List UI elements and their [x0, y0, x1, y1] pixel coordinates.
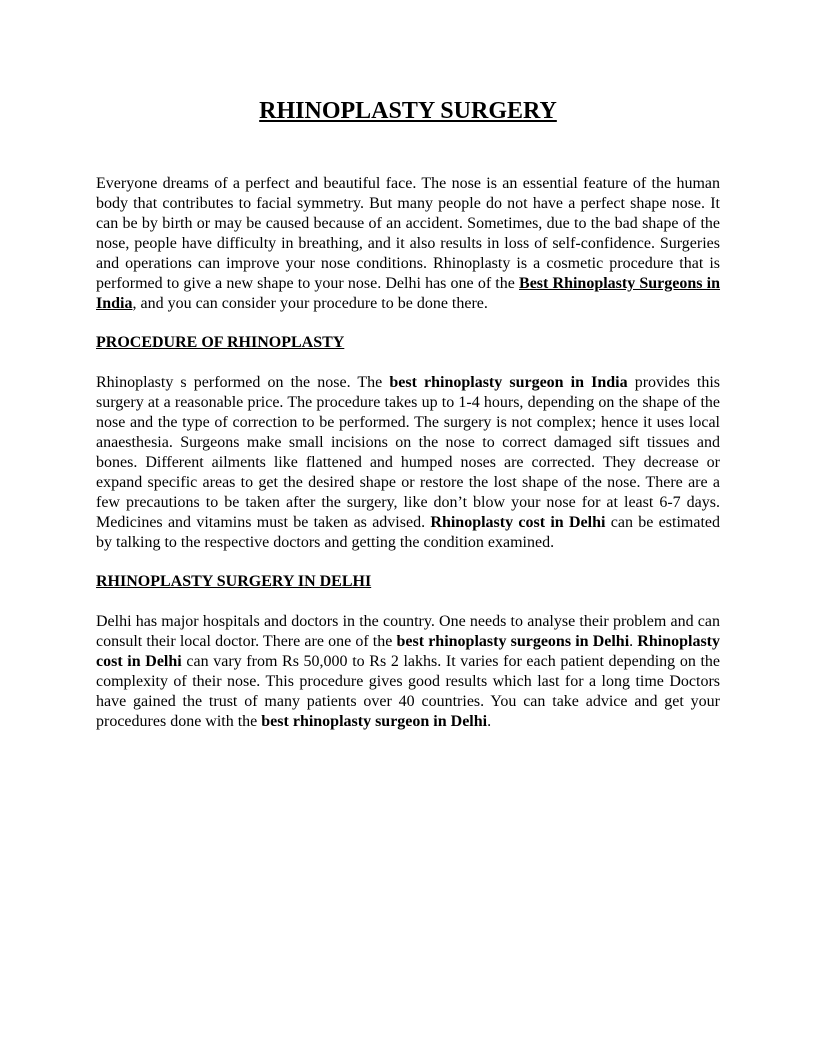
delhi-text-4: . — [487, 713, 492, 730]
delhi-text-3: can vary from Rs 50,000 to Rs 2 lakhs. It varies for each patient depending on the complexity of their nose. This procedure gives good results which last for a long time Doctors have gained the trust of many patients over 40 countries. You can take advice and get your procedures done with the — [96, 653, 721, 730]
intro-text-2: , and you can consider your procedure to be done there. — [132, 295, 488, 312]
procedure-heading: PROCEDURE OF RHINOPLASTY — [96, 334, 345, 351]
procedure-text-3: can be estimated by talking to the respective doctors and getting the condition examined. — [96, 514, 720, 551]
procedure-paragraph — [96, 373, 720, 553]
delhi-text-2: . — [629, 633, 638, 650]
procedure-text-1: Rhinoplasty s performed on the nose. The — [96, 374, 390, 391]
delhi-bold-1: best rhinoplasty surgeons in Delhi — [396, 633, 630, 650]
procedure-text-2: provides this surgery at a reasonable price. The procedure takes up to 1-4 hours, depending on the shape of the nose and the type of correction to be performed. The surgery is not complex; hence it uses local anaesthesia. Surgeons make small incisions on the nose to correct damaged sift tissues and bones. Different ailments like flattened and humped noses are corrected. They decrease or expand specific areas to get the desired shape or restore the lost shape of the nose. There are a few precautions to be taken after the surgery, like don’t blow your nose for at least 6-7 days. Medicines and vitamins must be taken as advised. — [96, 374, 721, 531]
delhi-bold-2: Rhinoplasty cost in Delhi — [96, 633, 720, 670]
delhi-heading: RHINOPLASTY SURGERY IN DELHI — [96, 573, 372, 590]
delhi-paragraph — [96, 612, 720, 732]
best-rhinoplasty-surgeons-link[interactable]: Best Rhinoplasty Surgeons in India — [96, 275, 721, 312]
procedure-bold-2: Rhinoplasty cost in Delhi — [430, 514, 606, 531]
delhi-text-1: Delhi has major hospitals and doctors in the country. One needs to analyse their problem and can consult their local doctor. There are one of the — [96, 613, 720, 650]
page-title: RHINOPLASTY SURGERY — [259, 98, 557, 124]
document-page — [96, 96, 720, 732]
intro-paragraph — [96, 174, 720, 314]
delhi-bold-3: best rhinoplasty surgeon in Delhi — [261, 713, 488, 730]
intro-text-1: Everyone dreams of a perfect and beautiful face. The nose is an essential feature of the human body that contributes to facial symmetry. But many people do not have a perfect shape nose. It can be by birth or may be caused because of an accident. Sometimes, due to the bad shape of the nose, people have difficulty in breathing, and it also results in loss of self-confidence. Surgeries and operations can improve your nose conditions. Rhinoplasty is a cosmetic procedure that is performed to give a new shape to your nose. Delhi has one of the — [96, 175, 720, 292]
procedure-bold-1: best rhinoplasty surgeon in India — [389, 374, 628, 391]
